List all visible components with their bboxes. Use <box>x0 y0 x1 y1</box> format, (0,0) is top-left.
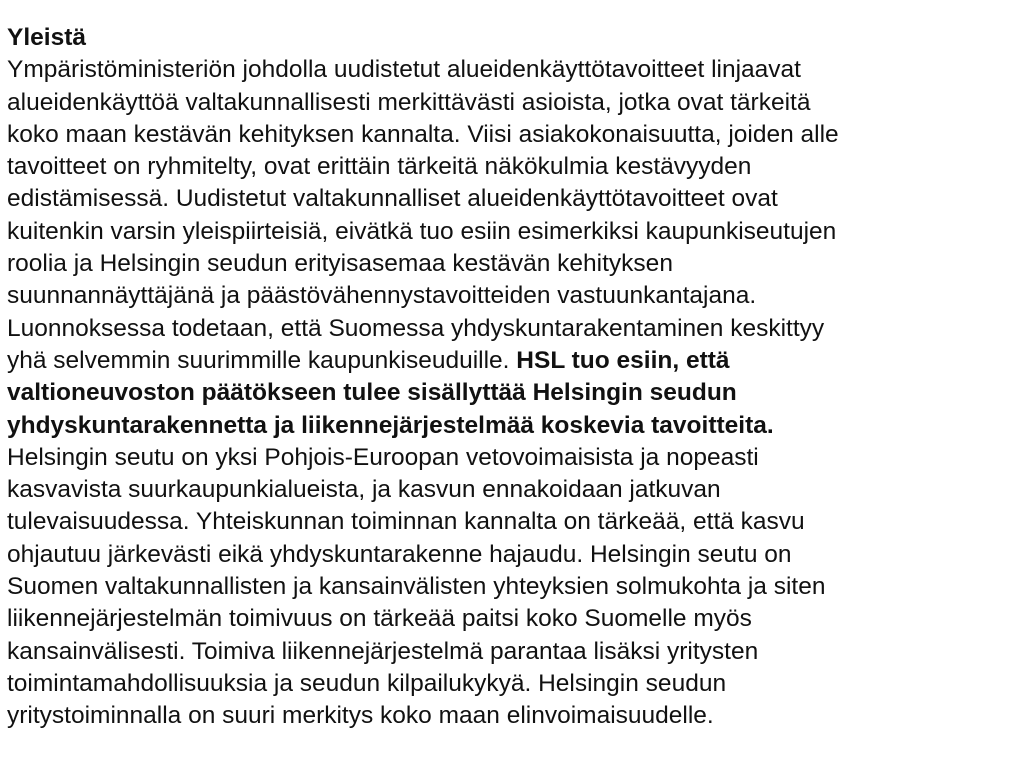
emphasis-line: valtioneuvoston päätökseen tulee sisällyttää Helsingin seudun <box>7 379 737 407</box>
paragraph-text: yhä selvemmin suurimmille kaupunkiseuduille. <box>7 346 517 374</box>
paragraph-line: ohjautuu järkevästi eikä yhdyskuntarakenne hajaudu. Helsingin seutu on <box>7 540 792 568</box>
paragraph-line: edistämisessä. Uudistetut valtakunnalliset alueidenkäyttötavoitteet ovat <box>7 185 778 213</box>
paragraph-line: Suomen valtakunnallisten ja kansainvälisten yhteyksien solmukohta ja siten <box>7 573 826 601</box>
paragraph-line: koko maan kestävän kehityksen kannalta. Viisi asiakokonaisuutta, joiden alle <box>7 120 839 148</box>
paragraph-line: Ympäristöministeriön johdolla uudistetut alueidenkäyttötavoitteet linjaavat <box>7 56 801 84</box>
paragraph-line: toimintamahdollisuuksia ja seudun kilpailukykyä. Helsingin seudun <box>7 669 727 697</box>
paragraph-line: Luonnoksessa todetaan, että Suomessa yhdyskuntarakentaminen keskittyy <box>7 314 825 342</box>
paragraph-line: alueidenkäyttöä valtakunnallisesti merkittävästi asioista, jotka ovat tärkeitä <box>7 88 811 116</box>
paragraph-line: Helsingin seutu on yksi Pohjois-Euroopan vetovoimaisista ja nopeasti <box>7 443 759 471</box>
paragraph-line: kuitenkin varsin yleispiirteisiä, eivätkä tuo esiin esimerkiksi kaupunkiseutujen <box>7 217 837 245</box>
paragraph-line: kansainvälisesti. Toimiva liikennejärjestelmä parantaa lisäksi yritysten <box>7 637 759 665</box>
paragraph-line: tavoitteet on ryhmitelty, ovat erittäin tärkeitä näkökulmia kestävyyden <box>7 153 752 181</box>
paragraph-line: liikennejärjestelmän toimivuus on tärkeää paitsi koko Suomelle myös <box>7 605 752 633</box>
paragraph-line: suunnannäyttäjänä ja päästövähennystavoitteiden vastuunkantajana. <box>7 282 757 310</box>
emphasis-line: yhdyskuntarakennetta ja liikennejärjestelmää koskevia tavoitteita. <box>7 411 774 439</box>
section-heading: Yleistä <box>7 24 86 51</box>
emphasis-text: HSL tuo esiin, että <box>516 346 730 374</box>
paragraph-line: roolia ja Helsingin seudun erityisasemaa kestävän kehityksen <box>7 250 673 278</box>
paragraph-line-mixed <box>7 345 1017 377</box>
document-body <box>7 22 1017 733</box>
paragraph-line: tulevaisuudessa. Yhteiskunnan toiminnan kannalta on tärkeää, että kasvu <box>7 508 805 536</box>
paragraph-line: yritystoiminnalla on suuri merkitys koko maan elinvoimaisuudelle. <box>7 702 714 730</box>
paragraph-line: kasvavista suurkaupunkialueista, ja kasvun ennakoidaan jatkuvan <box>7 476 721 504</box>
